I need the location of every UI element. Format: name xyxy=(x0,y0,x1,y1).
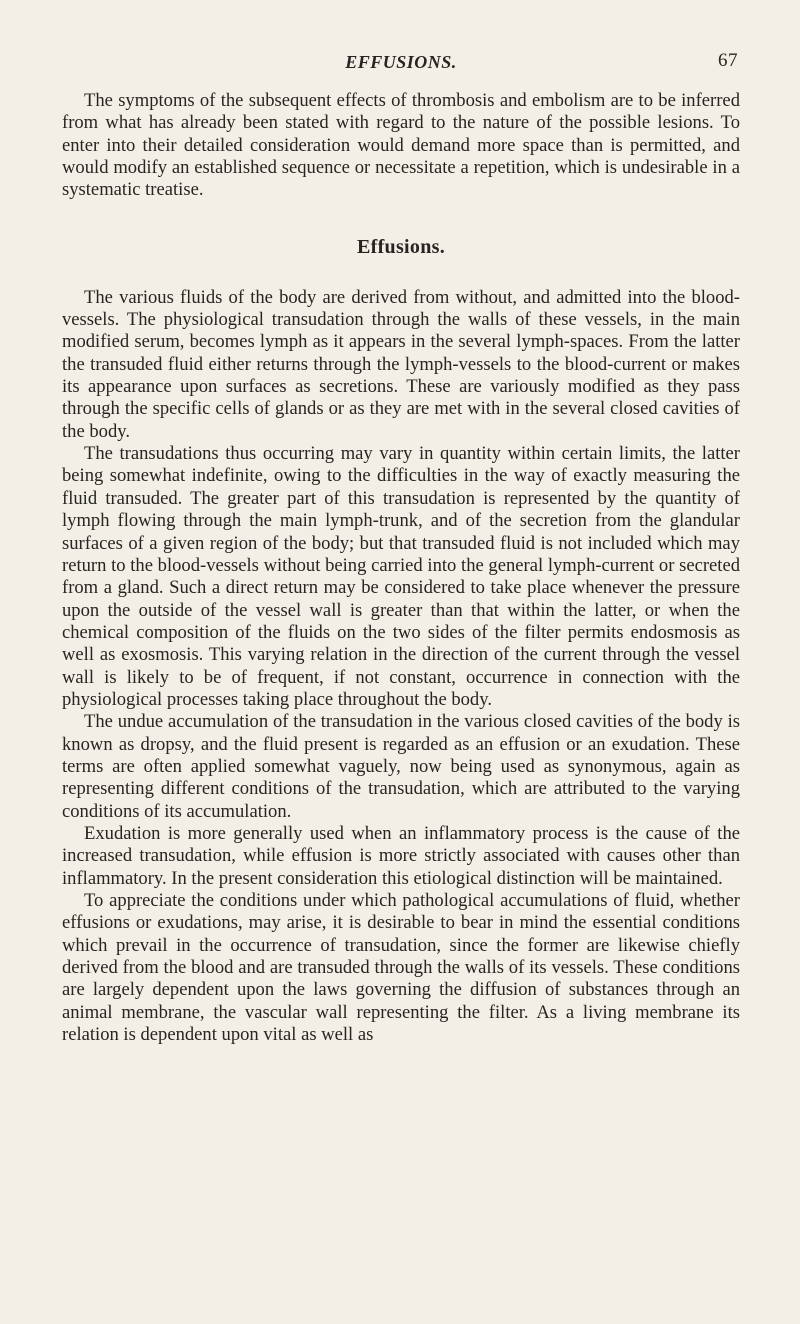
intro-paragraph: The symptoms of the subsequent effects of thrombosis and embolism are to be inferred from what has already been stated with regard to the nature of the possible lesions. To enter into their detailed consideration would demand more space than is permitted, and would modify an established sequence or necessitate a repetition, which is undesirable in a systematic treatise. xyxy=(62,90,740,201)
body-paragraph-1: The various fluids of the body are derived from without, and admitted into the blood-vessels. The physiological transudation through the walls of these vessels, in the main modified serum, becomes lymph as it appears in the several lymph-spaces. From the latter the transuded fluid either returns through the lymph-vessels to the blood-current or makes its appearance upon surfaces as secretions. These are variously modified as they pass through the specific cells of glands or as they are met with in the several closed cavities of the body. xyxy=(62,286,740,442)
book-page xyxy=(62,38,740,1298)
running-title: EFFUSIONS. xyxy=(345,52,457,72)
body-paragraph-4: Exudation is more generally used when an inflammatory process is the cause of the increased transudation, while effusion is more strictly associated with causes other than inflammatory. In the present consideration this etiological distinction will be maintained. xyxy=(62,822,740,889)
running-header xyxy=(62,38,740,84)
section-heading: Effusions. xyxy=(356,235,446,258)
body-paragraph-5: To appreciate the conditions under which pathological accumulations of fluid, whether effusions or exudations, may arise, it is desirable to bear in mind the essential conditions which prevail in the occurrence of transudation, since the former are likewise chiefly derived from the blood and are transuded through the walls of its vessels. These conditions are largely dependent upon the laws governing the diffusion of substances through an animal membrane, the vascular wall representing the filter. As a living membrane its relation is dependent upon vital as well as xyxy=(62,890,740,1046)
body-paragraph-3: The undue accumulation of the transudation in the various closed cavities of the body is known as dropsy, and the fluid present is regarded as an effusion or an exudation. These terms are often applied somewhat vaguely, now being used as synonymous, again as representing different conditions of the transudation, which are attributed to the varying conditions of its accumulation. xyxy=(62,711,740,822)
page-number: 67 xyxy=(718,50,738,71)
body-paragraph-2: The transudations thus occurring may vary in quantity within certain limits, the latter being somewhat indefinite, owing to the difficulties in the way of exactly measuring the fluid transuded. The greater part of this transudation is represented by the quantity of lymph flowing through the main lymph-trunk, and of the secretion from the glandular surfaces of a given region of the body; but that transuded fluid is not included which may return to the blood-vessels without being carried into the general lymph-current or secreted from a gland. Such a direct return may be considered to take place whenever the pressure upon the outside of the vessel wall is greater than that within the latter, or when the chemical composition of the fluids on the two sides of the filter permits endosmosis as well as exosmosis. This varying relation in the direction of the current through the vessel wall is likely to be of frequent, if not constant, occurrence in connection with the physiological processes taking place throughout the body. xyxy=(62,443,740,710)
